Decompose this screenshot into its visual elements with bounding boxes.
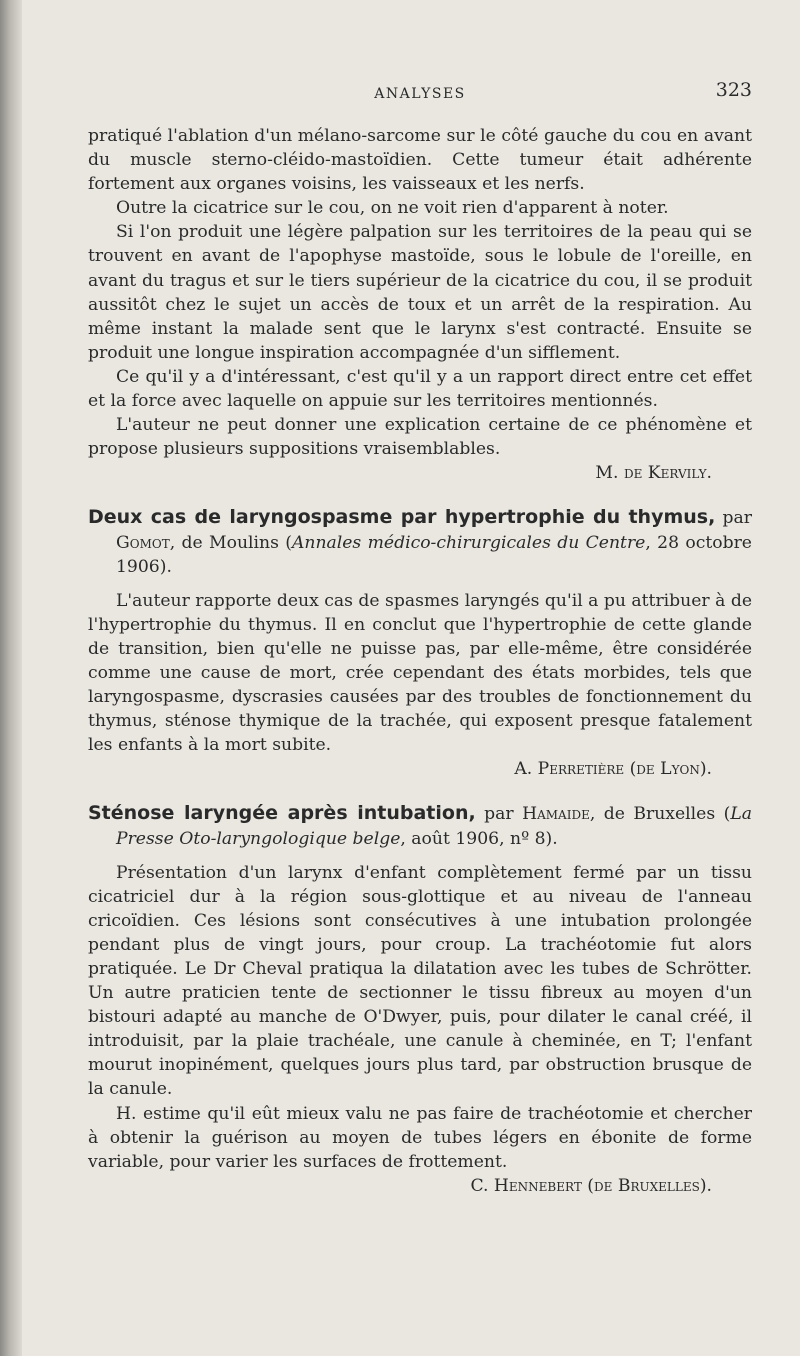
journal-name: Annales médico-chirurgicales du Centre: [291, 532, 646, 553]
signature: C. Hennebert (de Bruxelles).: [470, 1175, 712, 1196]
signature: M. de Kervily.: [595, 463, 712, 484]
review-gomot: [88, 505, 752, 781]
signature: A. Perretière (de Lyon).: [514, 759, 712, 780]
review-kervily: [88, 124, 752, 485]
book-page: [88, 78, 752, 1198]
paragraph: H. estime qu'il eût mieux valu ne pas faire de trachéotomie et chercher à obtenir la guérison au moyen de tubes légers en ébonite de forme variable, pour varier les surfaces de frottement.: [88, 1103, 752, 1172]
paragraph: L'auteur ne peut donner une explication certaine de ce phénomène et propose plusieurs suppositions vraisemblables.: [88, 415, 752, 460]
author-name: Gomot: [116, 532, 170, 553]
journal-name: La Presse Oto-laryngologique belge: [116, 804, 752, 849]
entry-heading: Sténose laryngée après intubation, par Hamaide, de Bruxelles (La Presse Oto-laryngologique belge, août 1906, nº 8).: [88, 802, 752, 849]
running-head: ANALYSES: [374, 86, 466, 102]
paragraph: Si l'on produit une légère palpation sur les territoires de la peau qui se trouvent en avant de l'apophyse mastoïde, sous le lobule de l'oreille, en avant du tragus et sur le tiers supérieur de la cicatrice du cou, il se produit aussitôt chez le sujet un accès de toux et un arrêt de la respiration. Au même instant la malade sent que le larynx s'est contracté. Ensuite se produit une longue inspiration accompagnée d'un sifflement.: [88, 222, 752, 363]
paragraph: L'auteur rapporte deux cas de spasmes laryngés qu'il a pu attribuer à de l'hypertrophie du thymus. Il en conclut que l'hypertrophie de cette glande de transition, bien qu'elle ne puisse pas, par elle-même, être considérée comme une cause de mort, crée cependant des états morbides, tels que laryngospasme, dyscrasies causées par des troubles de fonctionnement du thymus, sténose thymique de la trachée, qui exposent presque fatalement les enfants à la mort subite.: [88, 590, 752, 756]
entry-title: Deux cas de laryngospasme par hypertrophie du thymus,: [88, 506, 716, 529]
entry-title: Sténose laryngée après intubation,: [88, 802, 476, 825]
paragraph: Présentation d'un larynx d'enfant complètement fermé par un tissu cicatriciel dur à la région sous-glottique et au niveau de l'anneau cricoïdien. Ces lésions sont consécutives à une intubation prolongée pendant plus de vingt jours, pour croup. La trachéotomie fut alors pratiquée. Le Dr Cheval pratiqua la dilatation avec les tubes de Schrötter. Un autre praticien tente de sectionner le tissu fibreux au moyen d'un bistouri adapté au manche de O'Dwyer, puis, pour dilater le canal créé, il introduisit, par la plaie trachéale, une canule à cheminée, en T; l'enfant mourut inopinément, quelques jours plus tard, par obstruction brusque de la canule.: [88, 862, 752, 1100]
paragraph: Outre la cicatrice sur le cou, on ne voit rien d'apparent à noter.: [116, 198, 669, 219]
page-header: [88, 78, 752, 106]
page-number: 323: [715, 79, 752, 101]
author-name: Hamaide: [522, 804, 590, 825]
entry-heading: Deux cas de laryngospasme par hypertrophie du thymus, par Gomot, de Moulins (Annales médico-chirurgicales du Centre, 28 octobre 1906).: [88, 506, 752, 577]
paragraph: Ce qu'il y a d'intéressant, c'est qu'il y a un rapport direct entre cet effet et la force avec laquelle on appuie sur les territoires mentionnés.: [88, 366, 752, 412]
book-binding-shadow: [0, 0, 22, 1356]
review-hamaide: [88, 801, 752, 1198]
paragraph: pratiqué l'ablation d'un mélano-sarcome sur le côté gauche du cou en avant du muscle sterno-cléido-mastoïdien. Cette tumeur était adhérente fortement aux organes voisins, les vaisseaux et les nerfs.: [88, 126, 752, 195]
